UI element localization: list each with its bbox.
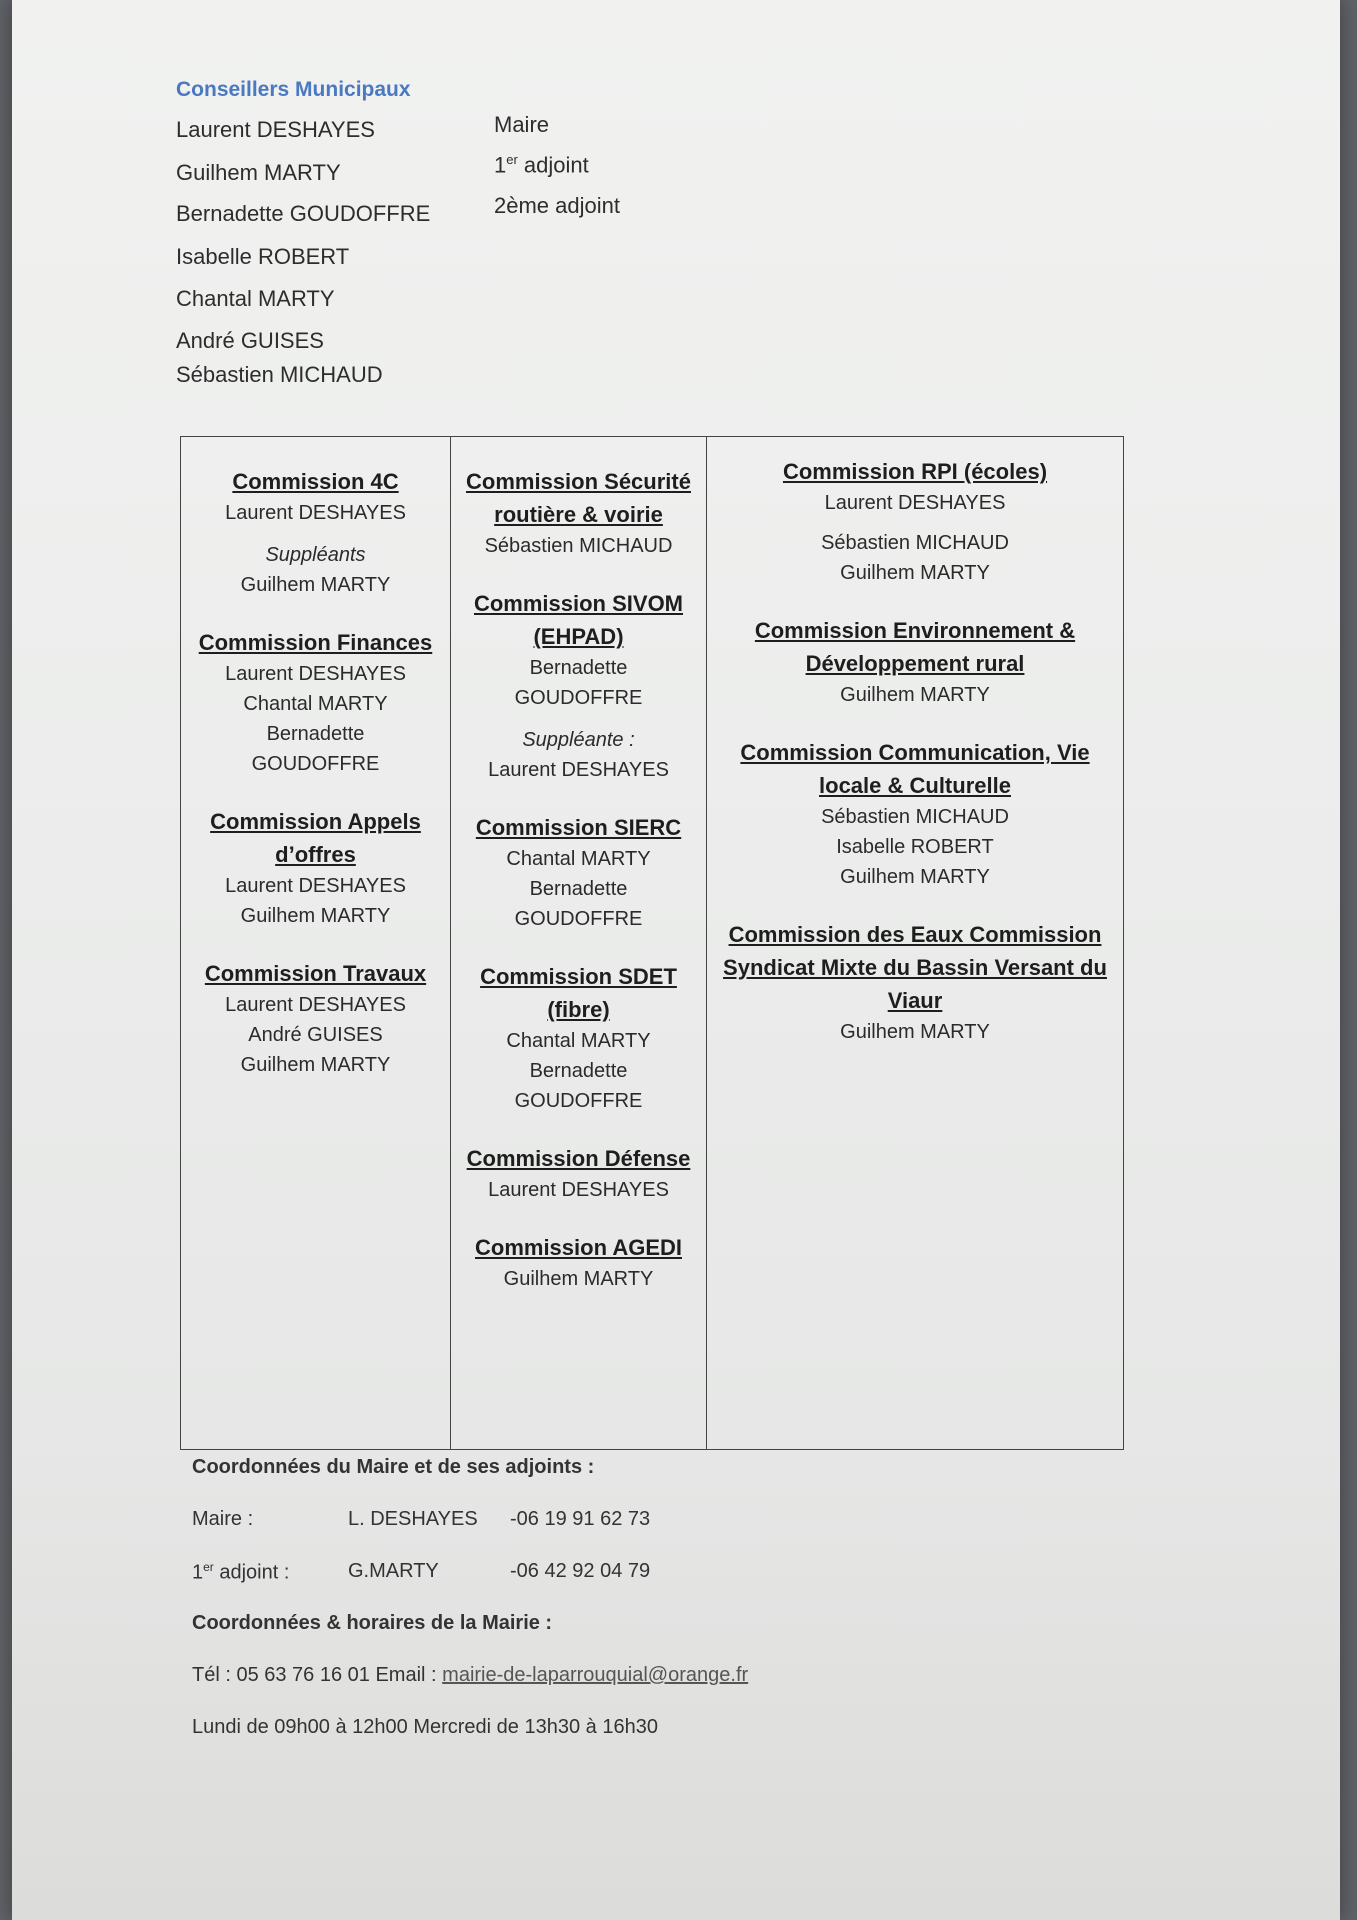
commission-substitute-label: Suppléante :	[522, 729, 635, 751]
commission-title: Commission Communication, Vie locale & Culturelle	[740, 740, 1090, 798]
commissions-column-3	[707, 437, 1123, 1449]
commission-member: GOUDOFFRE	[514, 908, 643, 930]
commission-member: Guilhem MARTY	[840, 684, 990, 706]
commission-block	[451, 1231, 706, 1294]
commission-title: Commission Environnement & Développement rural	[754, 618, 1076, 676]
commission-substitute-label: Suppléants	[265, 544, 366, 566]
council-title: Conseillers Municipaux	[176, 78, 411, 101]
commission-member	[707, 518, 1123, 528]
opening-hours: Lundi de 09h00 à 12h00 Mercredi de 13h30 à 16h30	[192, 1716, 658, 1738]
commission-block	[707, 736, 1123, 892]
commission-block	[707, 614, 1123, 710]
council-member-name: Isabelle ROBERT	[176, 244, 350, 269]
commission-title: Commission Appels d’offres	[210, 809, 421, 867]
commission-member: GOUDOFFRE	[514, 1090, 643, 1112]
commission-title: Commission SDET (fibre)	[480, 964, 677, 1022]
council-member-role: Maire	[494, 112, 550, 137]
contacts-heading: Coordonnées du Maire et de ses adjoints :	[192, 1456, 595, 1478]
council-member-role	[494, 152, 589, 178]
commission-member: GOUDOFFRE	[514, 687, 643, 709]
commission-block	[451, 960, 706, 1116]
commission-member: André GUISES	[248, 1024, 383, 1046]
commission-title: Commission Finances	[198, 630, 433, 655]
deputy-name: G.MARTY	[348, 1560, 439, 1582]
council-member-name: Laurent DESHAYES	[176, 117, 375, 142]
commission-member: Guilhem MARTY	[240, 905, 391, 927]
council-member-role: 2ème adjoint	[494, 193, 620, 218]
commission-member: Laurent DESHAYES	[225, 994, 406, 1016]
commission-block	[181, 805, 450, 931]
commissions-column-2	[451, 437, 707, 1449]
townhall-heading: Coordonnées & horaires de la Mairie :	[192, 1612, 553, 1634]
deputy-label-suffix: adjoint :	[213, 1561, 290, 1584]
commission-block	[451, 465, 706, 561]
commission-block	[181, 626, 450, 779]
commission-member: Chantal MARTY	[243, 693, 388, 715]
commission-member: Bernadette	[529, 878, 628, 900]
commission-title: Commission Travaux	[204, 961, 427, 986]
commission-block	[181, 465, 450, 600]
deputy-phone: -06 42 92 04 79	[510, 1560, 651, 1582]
commission-member: Guilhem MARTY	[240, 1054, 391, 1076]
tel-text: Tél : 05 63 76 16 01 Email :	[192, 1664, 443, 1686]
commission-title: Commission des Eaux Commission Syndicat Mixte du Bassin Versant du Viaur	[723, 922, 1107, 1013]
commission-block	[707, 918, 1123, 1047]
council-member-name: Bernadette GOUDOFFRE	[176, 201, 431, 226]
commission-block	[451, 587, 706, 785]
commissions-column-1	[181, 437, 451, 1449]
document-page	[12, 0, 1340, 1920]
role-suffix: adjoint	[517, 152, 589, 178]
commission-member: Chantal MARTY	[506, 848, 651, 870]
commission-member: Laurent DESHAYES	[225, 663, 406, 685]
council-member-name: Sébastien MICHAUD	[176, 362, 383, 387]
commission-member: Guilhem MARTY	[840, 562, 990, 584]
commission-member: Laurent DESHAYES	[225, 502, 406, 524]
commission-title: Commission AGEDI	[475, 1235, 682, 1260]
email-link[interactable]: mairie-de-laparrouquial@orange.fr	[442, 1664, 749, 1686]
deputy-label-number: 1	[192, 1561, 204, 1584]
mayor-name: L. DESHAYES	[348, 1508, 478, 1530]
deputy-label	[192, 1560, 289, 1585]
commission-block	[451, 1142, 706, 1205]
commission-title: Commission Sécurité routière & voirie	[466, 469, 691, 527]
commission-member: Sébastien MICHAUD	[821, 806, 1009, 828]
commission-member: Guilhem MARTY	[840, 1021, 990, 1043]
commission-member: Bernadette	[529, 1060, 628, 1082]
council-member-name: Chantal MARTY	[176, 286, 335, 311]
commission-title: Commission SIVOM (EHPAD)	[473, 591, 684, 649]
commission-title: Commission 4C	[232, 469, 399, 494]
commission-member: Sébastien MICHAUD	[484, 535, 673, 557]
commission-member: Chantal MARTY	[506, 1030, 651, 1052]
role-number: 1	[494, 152, 507, 178]
commission-member: Sébastien MICHAUD	[821, 532, 1009, 554]
commission-block	[451, 811, 706, 934]
commission-member: Bernadette	[529, 657, 628, 679]
council-member-name: Guilhem MARTY	[176, 160, 341, 185]
commission-member: GOUDOFFRE	[251, 753, 380, 775]
commission-substitute: Guilhem MARTY	[240, 574, 391, 596]
commission-member: Guilhem MARTY	[503, 1268, 654, 1290]
commission-member: Guilhem MARTY	[840, 866, 990, 888]
mayor-phone: -06 19 91 62 73	[510, 1508, 651, 1530]
commission-title: Commission Défense	[466, 1146, 691, 1171]
commission-member: Laurent DESHAYES	[488, 1179, 669, 1201]
commissions-table	[180, 436, 1124, 1450]
commission-title: Commission SIERC	[475, 815, 682, 840]
commission-block	[181, 957, 450, 1080]
commission-member: Bernadette	[266, 723, 365, 745]
deputy-label-superscript: er	[203, 1560, 214, 1574]
commission-title: Commission RPI (écoles)	[782, 459, 1048, 484]
commission-member: Isabelle ROBERT	[836, 836, 994, 858]
role-superscript: er	[506, 152, 518, 167]
townhall-contact-line	[192, 1664, 748, 1687]
commission-substitute: Laurent DESHAYES	[488, 759, 669, 781]
commission-member: Laurent DESHAYES	[824, 492, 1006, 514]
mayor-label: Maire :	[192, 1508, 254, 1530]
commission-block	[707, 455, 1123, 588]
commission-member: Laurent DESHAYES	[225, 875, 406, 897]
council-member-name: André GUISES	[176, 328, 324, 353]
